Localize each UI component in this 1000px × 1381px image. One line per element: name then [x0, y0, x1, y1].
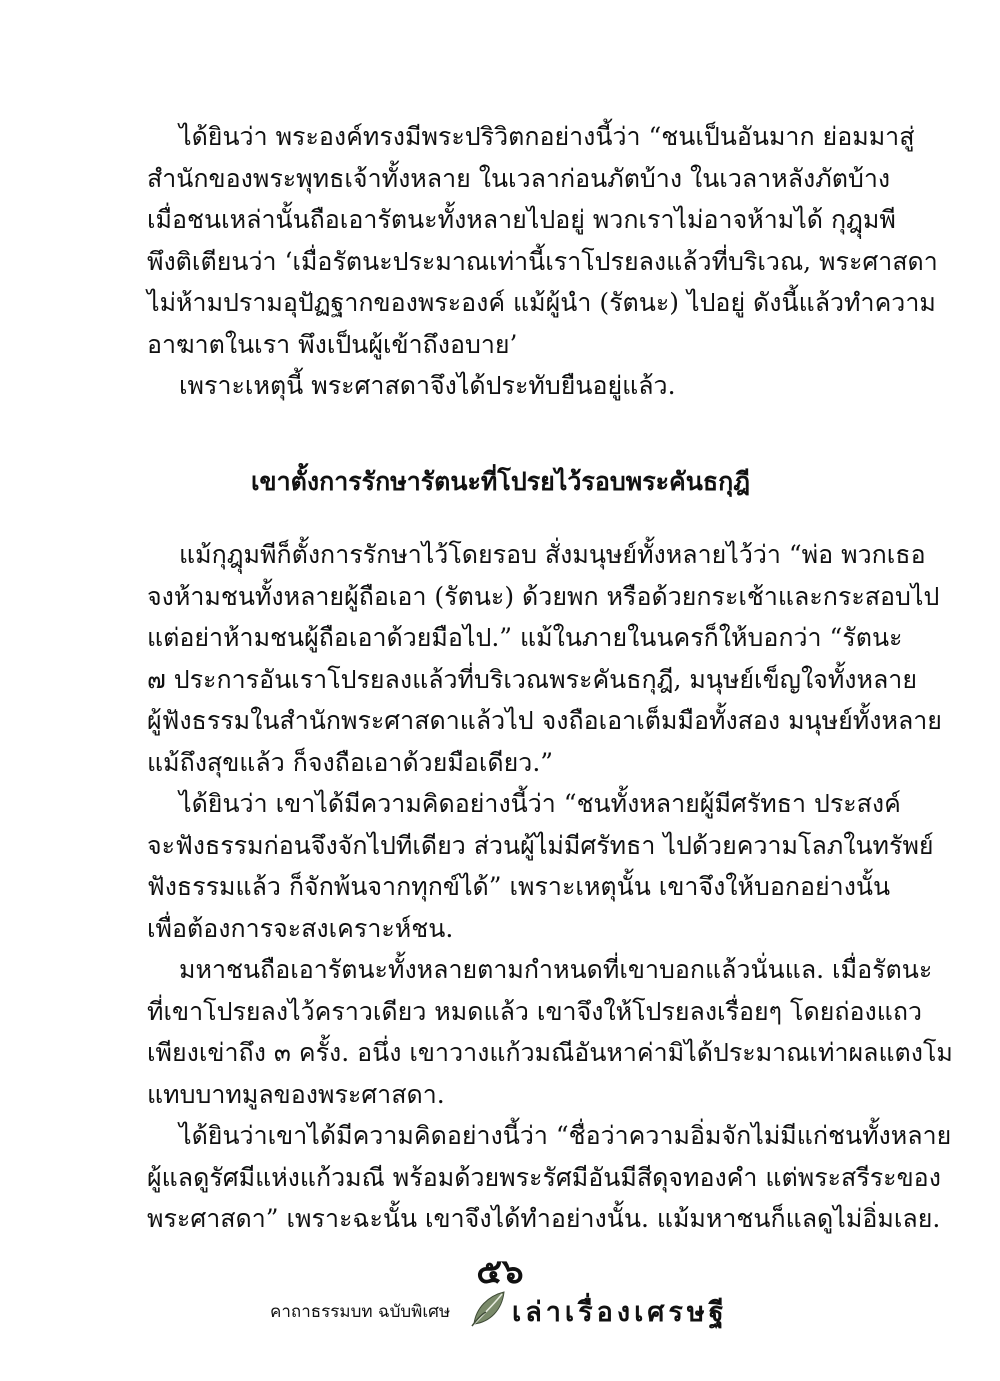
section-heading: เขาตั้งการรักษารัตนะที่โปรยไว้รอบพระคันธกุฎี [250, 467, 751, 496]
text-line: จงห้ามชนทั้งหลายผู้ถือเอา (รัตนะ) ด้วยพก หรือด้วยกระเช้าและกระสอบไป [147, 581, 940, 611]
text-line: ได้ยินว่าเขาได้มีความคิดอย่างนี้ว่า “ชื่อว่าความอิ่มจักไม่มีแก่ชนทั้งหลาย [179, 1121, 952, 1150]
text-line: ที่เขาโปรยลงไว้คราวเดียว หมดแล้ว เขาจึงให้โปรยลงเรื่อยๆ โดยถ่องแถว [147, 996, 922, 1026]
text-line: ได้ยินว่า พระองค์ทรงมีพระปริวิตกอย่างนี้ว่า “ชนเป็นอันมาก ย่อมมาสู่ [179, 122, 915, 151]
text-line: ไม่ห้ามปรามอุปัฏฐากของพระองค์ แม้ผู้นำ (รัตนะ) ไปอยู่ ดังนี้แล้วทำความ [147, 288, 936, 317]
text-line: ได้ยินว่า เขาได้มีความคิดอย่างนี้ว่า “ชนทั้งหลายผู้มีศรัทธา ประสงค์ [179, 789, 901, 818]
footer-book-title: คาถาธรรมบท ฉบับพิเศษ [270, 1302, 451, 1322]
paragraph-1 [147, 116, 938, 365]
paragraph-3 [147, 534, 942, 783]
text-line: แม้กุฎุมพีก็ตั้งการรักษาไว้โดยรอบ สั่งมนุษย์ทั้งหลายไว้ว่า “พ่อ พวกเธอ [179, 540, 926, 569]
text-line: จะฟังธรรมก่อนจึงจักไปทีเดียว ส่วนผู้ไม่มีศรัทธา ไปด้วยความโลภในทรัพย์ [147, 830, 934, 860]
text-line: แต่อย่าห้ามชนผู้ถือเอาด้วยมือไป.” แม้ในภายในนครก็ให้บอกว่า “รัตนะ [147, 623, 903, 652]
text-line: เมื่อชนเหล่านั้นถือเอารัตนะทั้งหลายไปอยู่ พวกเราไม่อาจห้ามได้ กุฎุมพี [147, 205, 896, 234]
text-line: ผู้แลดูรัศมีแห่งแก้วมณี พร้อมด้วยพระรัศมีอันมีสีดุจทองคำ แต่พระสรีระของ [147, 1162, 941, 1192]
footer-series-title: เล่าเรื่องเศรษฐี [512, 1297, 728, 1328]
text-line: อาฆาตในเรา พึงเป็นผู้เข้าถึงอบาย’ [147, 329, 518, 359]
text-line: เพราะเหตุนี้ พระศาสดาจึงได้ประทับยืนอยู่แล้ว. [179, 371, 676, 400]
text-line: แทบบาทมูลของพระศาสดา. [147, 1079, 445, 1109]
paragraph-4 [147, 783, 934, 949]
text-line: เพื่อต้องการจะสงเคราะห์ชน. [147, 913, 454, 943]
paragraph-5 [147, 949, 953, 1115]
page-footer [270, 1288, 740, 1328]
text-line: มหาชนถือเอารัตนะทั้งหลายตามกำหนดที่เขาบอกแล้วนั่นแล. เมื่อรัตนะ [179, 955, 933, 984]
text-line: พึงติเตียนว่า ‘เมื่อรัตนะประมาณเท่านี้เราโปรยลงแล้วที่บริเวณ, พระศาสดา [147, 246, 938, 276]
text-line: พระศาสดา” เพราะฉะนั้น เขาจึงได้ทำอย่างนั้น. แม้มหาชนก็แลดูไม่อิ่มเลย. [147, 1204, 941, 1233]
text-line: ฟังธรรมแล้ว ก็จักพ้นจากทุกข์ได้” เพราะเหตุนั้น เขาจึงให้บอกอย่างนั้น [147, 872, 891, 901]
text-line: ผู้ฟังธรรมในสำนักพระศาสดาแล้วไป จงถือเอาเต็มมือทั้งสอง มนุษย์ทั้งหลาย [147, 706, 942, 735]
text-line: เพียงเข่าถึง ๓ ครั้ง. อนึ่ง เขาวางแก้วมณีอันหาค่ามิได้ประมาณเท่าผลแตงโม [147, 1038, 953, 1067]
text-line: แม้ถึงสุขแล้ว ก็จงถือเอาด้วยมือเดียว.” [147, 747, 554, 777]
paragraph-2 [147, 365, 854, 407]
text-line: ๗ ประการอันเราโปรยลงแล้วที่บริเวณพระคันธกุฎี, มนุษย์เข็ญใจทั้งหลาย [147, 664, 917, 694]
text-line: สำนักของพระพุทธเจ้าทั้งหลาย ในเวลาก่อนภัตบ้าง ในเวลาหลังภัตบ้าง [147, 163, 891, 193]
page-number: ๕๖ [476, 1252, 524, 1292]
paragraph-6 [147, 1115, 952, 1240]
leaf-icon [468, 1288, 508, 1328]
